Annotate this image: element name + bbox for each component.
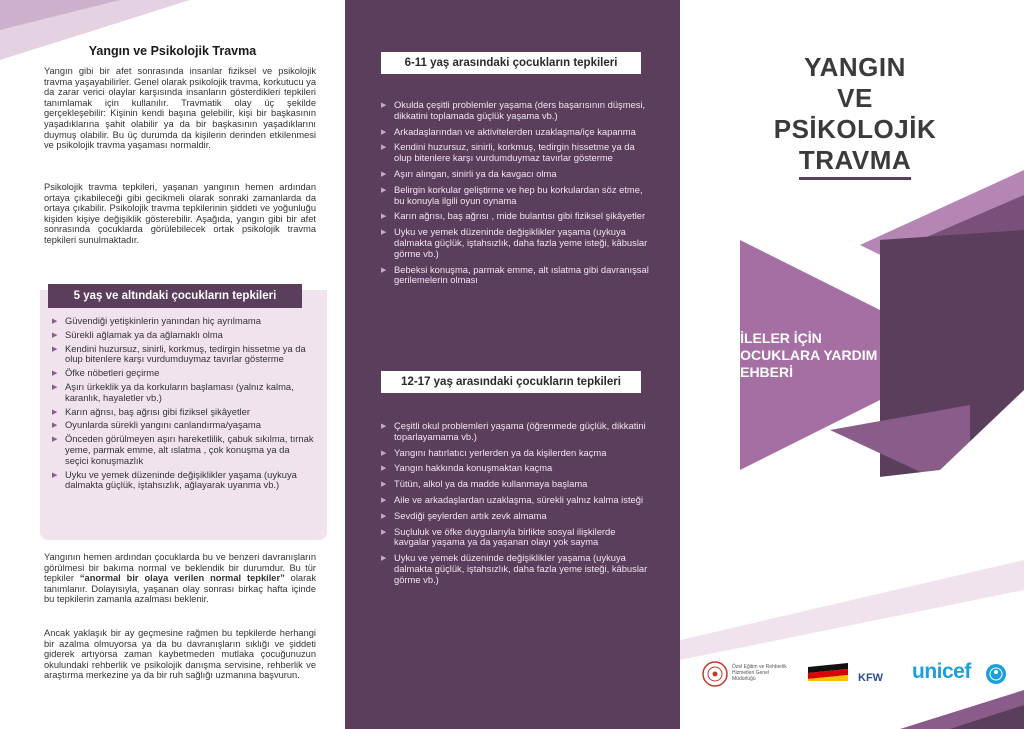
list-item: ▶ Bebeksi konuşma, parmak emme, alt ıslatma gibi davranışsal gerilemelerin olması (381, 265, 651, 287)
list-item: ▶ Belirgin korkular geliştirme ve hep bu korkulardan söz etme, bu konuyla ilgili oyun oynama (381, 185, 651, 207)
list-item: ▶ Aile ve arkadaşlardan uzaklaşma, sürekli yalnız kalma isteği (381, 495, 651, 506)
list-item: ▶ Uyku ve yemek düzeninde değişiklikler yaşama (uykuya dalmakta güçlük, iştahsızlık, ağlayarak uyanma vb.) (52, 470, 314, 492)
list-item: ▶ Sevdiği şeylerden artık zevk almama (381, 511, 651, 522)
age-6-11-heading: 6-11 yaş arasındaki çocukların tepkileri (381, 52, 641, 74)
bold-phrase: “anormal bir olaya verilen normal tepkiler” (79, 573, 285, 584)
title-line: YANGIN (804, 52, 906, 82)
list-item: ▶ Kendini huzursuz, sinirli, korkmuş, tedirgin hissetme ya da olup bitenlere karşı vurdumduymaz tavırlar gösterme (381, 142, 651, 164)
title-line-underlined (740, 145, 970, 180)
list-item: ▶ Yangın hakkında konuşmaktan kaçma (381, 463, 651, 474)
cover-subtitle (730, 330, 930, 381)
section-title: Yangın ve Psikolojik Travma (88, 44, 257, 58)
seek-help-paragraph: Ancak yaklaşık bir ay geçmesine rağmen bu tepkilerde herhangi bir azalma olmuyorsa ya da bu davranışların sıklığı ve şiddeti giderek artıyorsa zaman kaybetmeden mutlaka çocuğunuzun okulundaki rehberlik ve psikolojik danışma servisine, rehberlik ve araştırma merkezine ya da bir ruh sağlığı uzmanına başvurun. (44, 628, 316, 681)
age-12-17-heading: 12-17 yaş arasındaki çocukların tepkileri (381, 371, 641, 393)
list-item: ▶ Arkadaşlarından ve aktivitelerden uzaklaşma/içe kapanma (381, 127, 651, 138)
list-item: ▶ Uyku ve yemek düzeninde değişiklikler yaşama (uykuya dalmakta güçlük, iştahsızlık, daha fazla yeme isteği, kâbuslar görme vb.) (381, 553, 651, 585)
subtitle-line: ÇOCUKLARA YARDIM (730, 347, 878, 363)
list-item: ▶ Yangını hatırlatıcı yerlerden ya da kişilerden kaçma (381, 448, 651, 459)
paragraph-text: olarak tanımlanır. Dolayısıyla, yaşanan olay sonrası birkaç hafta içinde bu tepkilerin zamanla azalması beklenir. (44, 573, 316, 605)
intro-paragraph-2: Psikolojik travma tepkileri, yaşanan yangının hemen ardından ortaya çıkabileceği gibi gecikmeli olarak sonraki zamanlarda da ortaya çıkabilir. Psikolojik travma tepkilerinin şiddeti ve yoğunluğu kişiden kişiye değişiklik gösterebilir. Aşağıda, yangın gibi bir afet sonrasında çocuklarda görülebilecek ortak psikolojik travma tepkileri sunulmaktadır. (44, 182, 316, 245)
list-item: ▶ Öfke nöbetleri geçirme (52, 368, 314, 379)
age-12-17-list (381, 421, 651, 591)
paragraph-text: Yangının hemen ardından çocuklarda bu ve benzeri davranışların görülmesi bir bakıma normal ve beklendik bir durumdur. Bu tür tepkiler (44, 552, 316, 584)
list-item: ▶ Tütün, alkol ya da madde kullanmaya başlama (381, 479, 651, 490)
ministry-seal-icon (702, 661, 728, 687)
kfw-logo: KFW (858, 672, 884, 684)
subtitle-line: REHBERİ (730, 364, 794, 380)
list-item: ▶ Kendini huzursuz, sinirli, korkmuş, tedirgin hissetme ya da olup bitenlere karşı vurdumduymaz tavırlar gösterme (52, 344, 314, 366)
list-item: ▶ Çeşitli okul problemleri yaşama (öğrenmede güçlük, dikkatini toparlayamama vb.) (381, 421, 651, 443)
age-5-heading: 5 yaş ve altındaki çocukların tepkileri (48, 284, 302, 308)
list-item: ▶ Aşırı alıngan, sinirli ya da kavgacı olma (381, 169, 651, 180)
list-item: ▶ Karın ağrısı, baş ağrısı , mide bulantısı gibi fiziksel şikâyetler (381, 211, 651, 222)
list-item: ▶ Okulda çeşitli problemler yaşama (ders başarısının düşmesi, dikkatini toplamada güçlük yaşama vb.) (381, 100, 651, 122)
list-item: ▶ Uyku ve yemek düzeninde değişiklikler yaşama (uykuya dalmakta güçlük, iştahsızlık, daha fazla yeme isteği, kâbuslar görme vb.) (381, 227, 651, 259)
unicef-logo: unicef (912, 660, 971, 683)
subtitle-line: AİLELER İÇİN (730, 330, 822, 346)
list-item: ▶ Karın ağrısı, baş ağrısı gibi fiziksel şikâyetler (52, 407, 314, 418)
middle-panel (345, 0, 680, 729)
title-line: PSİKOLOJİK (773, 114, 937, 144)
age-6-11-list (381, 100, 651, 291)
list-item: ▶ Güvendiği yetişkinlerin yanından hiç ayrılmama (52, 316, 314, 327)
age-5-list (52, 316, 314, 494)
ministry-logo-text: Özel Eğitim ve Rehberlik Hizmetleri Genel Müdürlüğü (732, 664, 787, 682)
list-item: ▶ Önceden görülmeyen aşırı hareketlilik, çabuk sıkılma, tırnak yeme, parmak emme, alt ıslatma , çok konuşma ya da seçici konuşmazlık (52, 434, 314, 466)
list-item: ▶ Sürekli ağlamak ya da ağlamaklı olma (52, 330, 314, 341)
title-line: VE (837, 83, 873, 113)
list-item: ▶ Oyunlarda sürekli yangını canlandırma/yaşama (52, 420, 314, 431)
unicef-emblem-icon (985, 663, 1007, 685)
list-item: ▶ Aşırı ürkeklik ya da korkuların başlaması (yalnız kalma, karanlık, hayaletler vb.) (52, 382, 314, 404)
title-line: TRAVMA (799, 145, 911, 180)
normal-reactions-paragraph (44, 552, 316, 605)
cover-title (740, 52, 970, 180)
cover-panel (680, 0, 1024, 729)
list-item: ▶ Suçluluk ve öfke duygularıyla birlikte sosyal ilişkilerde kavgalar yaşama ya da yaşanan olayı yok sayma (381, 527, 651, 549)
german-flag-icon (808, 663, 848, 681)
left-panel (0, 0, 345, 729)
intro-paragraph: Yangın gibi bir afet sonrasında insanlar fiziksel ve psikolojik travma yaşayabilirler. Genel olarak psikolojik travma, korkutucu ya da zarar verici olaylar karşısında insanların gösterdikleri tepkileri tanımlamak için kullanılır. Travmatik olay üç şekilde gerçekleşebilir: Kişinin kendi başına gelebilir, kişi bir başkasının yaşadıklarına şahit olabilir ya da bir başkasının yaşadıklarını duymuş olabilir. Bu üç durumda da kişilerin derinden etkilenmesi ve psikolojik travma yaşaması normaldir. (44, 66, 316, 151)
